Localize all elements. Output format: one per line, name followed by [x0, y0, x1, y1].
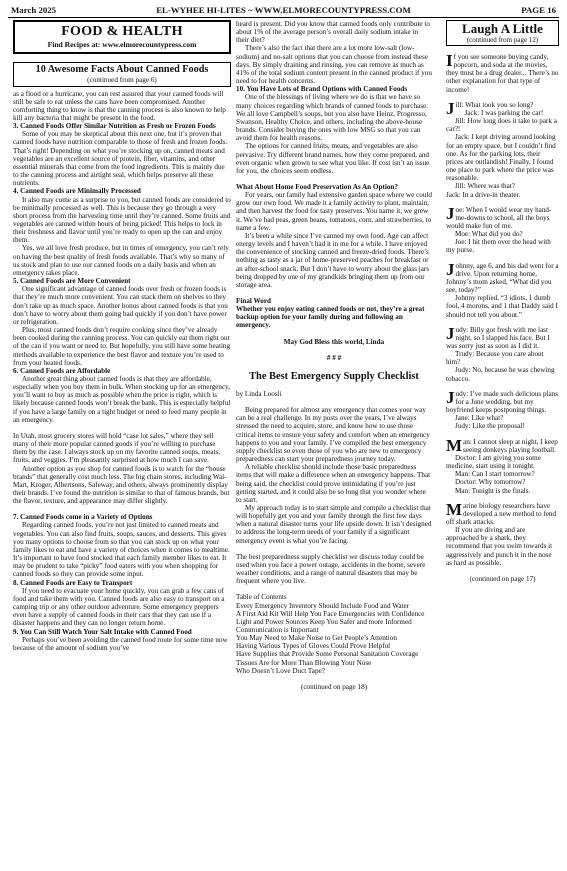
paragraph: Being prepared for almost any emergency that comes your way can be a real challenge. In my posts over the years, I’ve always stressed the need to acquire, store, and know how to use those critical items to ensure your safety and comfort when an emergency happens to you and your family. I’ve compiled the best emergency supply checklist so even those of you who are new to emergency preparedness can start your preparedness journey today. [236, 406, 430, 464]
toc-item: Who Doesn’t Love Duct Tape? [236, 666, 325, 675]
column-3 [446, 20, 559, 583]
drop-cap: J [446, 203, 455, 223]
subheading: 4. Canned Foods are Minimally Processed [13, 187, 141, 196]
drop-cap: J [446, 259, 455, 279]
paragraph: One significant advantage of canned foods over fresh or frozen foods is that they’re much more convenient. You can stack them on shelves so they don’t take up as much space. Another bonus about canned foods is that you don’t have to worry about them going bad quickly if you don’t have power or refrigeration. [13, 285, 228, 326]
section-subtitle: Find Recipes at: www.elmorecountypress.com [47, 40, 197, 49]
toc-item: Having Various Types of Gloves Could Prove Helpful [236, 642, 391, 651]
signoff: May God Bless this world, Linda [283, 337, 385, 346]
paragraph: Plus, most canned foods don’t require cooking since they’ve already been cooked during the canning process. You can quickly eat them right out of the can if you want or need to. But hopefully, you still have some heating methods available to experience the best flavor and texture you’re used to from your heated foods. [13, 326, 231, 367]
paragraph: In Utah, most grocery stores will hold “case lot sales,” where they sell many of their more popular canned goods if you’re willing to purchase them by the case. I always stock up on my favorite canned soups, meats, fruits, and veggies. I’m pleasantly surprised at how much I can save. [13, 431, 221, 465]
paragraph: The options for canned fruits, meats, and vegetables are also pervasive. Try different brand names, how they come prepared, and even organic when grown to see what you like. If cost isn’t an issue for you, the choices seem endless. [236, 142, 430, 175]
paragraph: Whether you enjoy eating canned foods or not, they’re a great backup option for your family during and following an emergency. [236, 305, 425, 330]
section-title: FOOD & HEALTH [61, 24, 183, 39]
article-title-box [13, 62, 231, 87]
toc-item: Communication is Important [236, 626, 319, 634]
paragraph: There’s also the fact that there are a lot more low-salt (low-sodium) and no-salt options that you can choose from instead these days. By simply draining and rinsing, you can remove as much as 41% of the total sodium content present in the canned product if you need to for health concerns. [236, 44, 432, 86]
joke: Judy: I’ve made such delicious plans for a June wedding, but my boyfriend keeps postponing things. Jane: Like what? Judy: Like the proposal! [446, 387, 559, 431]
paragraph: My approach today is to start simple and compile a checklist that will hopefully get you and your family through the first few days when a natural disaster turns your life upside down. It isn’t designed to address the long-term needs of your family if a significant emergency event is what you’re facing. [236, 503, 432, 545]
paragraph: Another option as you shop for canned foods is to watch for the “house brands” that generally cost much less. The big chain stores, including Wal-Mart, Kroger, Albertsons, Safeway, and others, always prominently display their brands. I’ve found the nutrition is similar to that of famous brands, but the flavor, texture, and appearance may differ slightly. [13, 464, 230, 506]
joke: Judy: Billy got fresh with me last night, so I slapped his face. But I was sorry just as soon as I did it. Trudy: Because you care about him? Judy: No, because he was chewing tobacco. [446, 323, 555, 383]
toc-item: Tissues Are for More Than Blowing Your Nose [236, 658, 372, 667]
joke: Marine biology researchers have developed a new method to fend off shark attacks. If you are diving and are approached by a shark, they recommend that you swim towards it aggressively and punch it in the nose as hard as possible. [446, 499, 557, 567]
subheading: What About Home Food Preservation As An Option? [236, 182, 398, 191]
drop-cap: J [446, 98, 455, 118]
joke: Joe: When I would wear my hand-me-downs to school, all the boys would make fun of me. Moe: What did you do? Joe: I hit them over the head with my purse. [446, 203, 552, 255]
joke: Man: I cannot sleep at night, I keep seeing donkeys playing football. Doctor: I am giving you some medicine, start using it tonight. Man: Can I start tomorrow? Doctor: Why tomorrow? Man: Tonight is the finals. [446, 435, 558, 495]
toc-title: Table of Contents [236, 593, 287, 602]
subheading: 7. Canned Foods come in a Variety of Options [13, 513, 153, 522]
paragraph: Perhaps you’ve been avoiding the canned food route for some time now because of the amount of sodium you’ve [13, 635, 228, 652]
paragraph: Some of you may be skeptical about this next one, but it’s proven that canned foods have nutrition comparable to those of fresh and frozen foods. That’s right! Depending on what you’re stocking up on, canned meats and vegetables are an excellent source of protein, fiber, vitamins, and other essential minerals that come from the food ingredients. This is mainly due to the canning process and airtight seal, which helps preserve all these nutrients. [13, 130, 228, 188]
subheading: 3. Canned Foods Offer Similar Nutrition as Fresh or Frozen Foods [13, 122, 216, 131]
paragraph: as a flood or a hurricane, you can rest assured that your canned foods will still be safe to eat unless the cans have been compromised. Another comforting thing to know is that the canning process is also known to help kill any bacteria that might be present in the food. [13, 89, 226, 122]
paragraph: Regarding canned foods, you’re not just limited to canned meats and vegetables. You can also find fruits, soups, sauces, and desserts. This gives you many options to choose from so that you can stock up on what your family likes to eat and have a variety of choices when it comes to mealtime. It’s important to have food stocked that each family member likes to eat. It may be prudent to take “picky” food eaters with you when shopping for canned foods so they can provide some input. [13, 521, 230, 579]
paragraph: Another great thing about canned foods is that they are affordable, especially when you buy them in bulk. When stocking up for an emergency, you’ll want to buy as much as possible when the price is right, which is likely because canned foods won’t break the bank. This is especially helpful if you have a large family on a tight budget or need to feed many people in an emergency. [13, 374, 231, 424]
continued-from: (continued from page 6) [87, 76, 157, 84]
toc-item: Light and Power Sources Keep You Safer and more Informed [236, 617, 412, 626]
toc-item: Have Supplies that Provide Some Personal Sanitation Coverage [236, 650, 419, 659]
toc-item: Every Emergency Inventory Should Include Food and Water [236, 601, 410, 610]
laugh-title-box [446, 20, 559, 46]
subheading: Final Word [236, 297, 271, 305]
article-title: The Best Emergency Supply Checklist [249, 370, 419, 382]
drop-cap: J [446, 387, 455, 407]
joke: Johnny, age 6, and his dad went for a drive. Upon returning home, Johnny’s mom asked, “What did you see, today?” Johnny replied, “3 idiots, 1 dumb fool, 4 morons, and 1 that Daddy said I should not tell you about.” [446, 259, 559, 319]
paragraph: heard is present. Did you know that canned foods only contribute to about 1% of the average person’s overall daily sodium intake in their diet? [236, 20, 430, 45]
column-1 [13, 20, 231, 652]
paragraph: It also may come as a surprise to you, but canned foods are considered to be minimally processed as well. This is because they go through a very short process from the harvesting time until they’re canned. Some fruits and vegetables are canned within hours of being picked! This helps to lock in their freshness and flavor until you’re ready to open up the can and enjoy them. [13, 195, 231, 245]
toc-item: You May Need to Make Noise to Get People’s Attention [236, 634, 397, 643]
joke: If you see someone buying candy, popcorn, and soda at the movies, they must be a drug dealer... There’s no other explanation for that type of income! [446, 51, 559, 94]
continued-from: (continued from page 12) [466, 36, 539, 44]
page-number: PAGE 16 [521, 5, 556, 15]
drop-cap: J [446, 323, 455, 343]
paragraph: The best preparedness supply checklist we discuss today could be used when you face a power outage, accidents in the home, severe weather conditions, and a range of natural disasters that may be frequent where you live. [236, 552, 426, 586]
page-header [8, 4, 559, 18]
drop-cap: M [446, 435, 463, 455]
subheading: 5. Canned Foods are More Convenient [13, 277, 131, 286]
paragraph: Yes, we all love fresh produce, but in times of emergency, you can’t rely on having the best quality of fresh foods available. That’s why so many of us stock and plan to use our canned foods on a daily basis and when an emergency takes place. [13, 244, 229, 277]
subheading: 6. Canned Foods are Affordable [13, 366, 111, 375]
section-title: Laugh A Little [462, 21, 543, 36]
separator: # # # [326, 353, 342, 362]
subheading: 10. You Have Lots of Brand Options with Canned Foods [236, 85, 408, 94]
paragraph: One of the blessings of living where we do is that we have so many choices regarding which brands of canned foods to purchase. We all love Campbell’s soups, but you also have Heinz, Progresso, Swanson, Healthy Choice, and others, including the above-house brands. Consider buying the ones with low MSG so that you can avoid them for health reasons. [236, 93, 428, 143]
paragraph: A reliable checklist should include those basic preparedness items that will make a difference when an emergency happens. That being said, the checklist could prove intimidating if you’re just getting started, and it could also be so long that you wonder where to start. [236, 463, 431, 504]
joke: Jill: What took you so long? Jack: I was parking the car! Jill: How long does it take to park a car?! Jack: I kept driving around looking for an empty space, but I couldn’t find one. As for the parking lots, their prices are outlandish! Finally, I found one place to park where the price was reasonable. Jill: Where was that? Jack: In a drive-in theater. [446, 98, 557, 199]
paragraph: If you need to evacuate your home quickly, you can grab a few cans of food and take them with you. Canned foods are also easy to transport on a camping trip or any other outdoor adventure. Some emergency preppers even have a supply of canned foods in their cars that they can use if a disaster happens and they can no longer return home. [13, 586, 225, 628]
paragraph: For years, our family had extensive garden space where we could grow our own food. We made it a family activity to plant, maintain, and then harvest the food for tasty preserves. You name it, we grew it. We’ve had peas, green beans, tomatoes, corn, and strawberries, to name a few. [236, 191, 432, 232]
subheading: 9. You Can Still Watch Your Salt Intake with Canned Food [13, 627, 192, 636]
paragraph: It’s been a while since I’ve canned my own food. Age can affect energy levels and I haven’t had it in me for a while. I have enjoyed the convenience of stocking canned and freeze-dried foods. There’s nothing as tasty as a jar of home-preserved peaches for breakfast or an after-school snack. But I don’t have to worry about the glass jars being dropped by one of my grandkids bringing them up from our storage area. [236, 231, 430, 289]
toc-item: A First Aid Kit Will Help You Face Emergencies with Confidence [236, 609, 425, 618]
drop-cap: M [446, 499, 463, 519]
issue-date: March 2025 [11, 5, 57, 15]
drop-cap: I [446, 51, 453, 70]
food-health-box [13, 20, 231, 54]
continued-on: (continued on page 18) [300, 682, 368, 691]
masthead: EL-WYHEE HI-LITES ~ WWW.ELMORECOUNTYPRESS.COM [156, 5, 411, 15]
column-2 [236, 20, 432, 691]
byline: by Linda Loosli [236, 389, 282, 398]
continued-on: (continued on page 17) [469, 574, 536, 583]
article-title: 10 Awesome Facts About Canned Foods [35, 64, 209, 75]
subheading: 8. Canned Foods are Easy to Transport [13, 578, 133, 587]
